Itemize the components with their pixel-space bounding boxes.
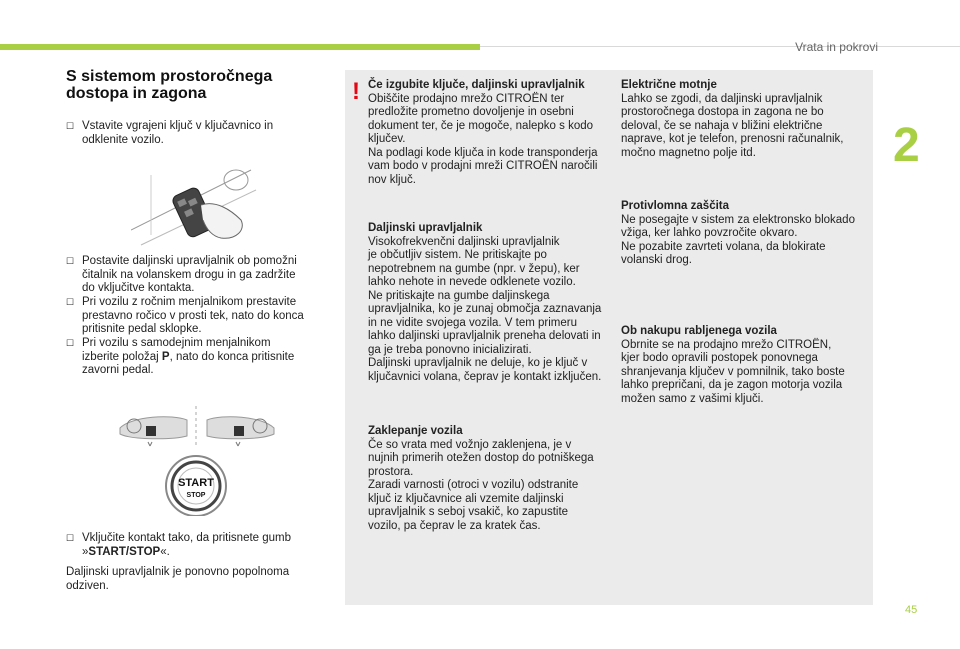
block-remote-control: Daljinski upravljalnik Visokofrekvenčni daljinski upravljalnik je občutljiv sistem. Ne pritiskajte po nepotrebnem na gumbe (npr. v žepu), ker lahko nehote in nevede odklenete vozilo. Ne pritiskajte na gumbe daljinskega upravljalnika, ko je zunaj območja zaznavanja in ne vidite svojega vozila. V tem primeru lahko daljinski upravljalnik preneha delovati in ga je treba ponovno inicializirati. Daljinski upravljalnik ne deluje, ko je ključ v ključavnici volana, čeprav je kontakt izključen. — [368, 222, 602, 383]
block-electrical-interference: Električne motnje Lahko se zgodi, da daljinski upravljalnik prostoročnega dostopa in zagona ne bo deloval, če se nahaja v bližini električne naprave, kot je telefon, prenosni računalnik, močno magnetno polje itd. — [621, 79, 844, 159]
bullet-automatic-gearbox: ☐ Pri vozilu s samodejnim menjalnikom izberite položaj P, nato do konca pritisnite zavorni pedal. — [66, 337, 295, 376]
chapter-number: 2 — [893, 119, 920, 172]
bullet-icon: ☐ — [66, 297, 75, 307]
steering-column-start-illustration — [112, 406, 292, 516]
bullet-icon: ☐ — [66, 338, 75, 348]
block-anti-theft: Protivlomna zaščita Ne posegajte v sistem za elektronsko blokado vžiga, ker lahko povzročite okvaro. Ne pozabite zavrteti volana, da blokirate volanski drog. — [621, 200, 855, 266]
remote-key-illustration — [131, 160, 261, 250]
bullet-reader: ☐ Postavite daljinski upravljalnik ob pomožni čitalnik na volanskem drogu in ga zadržite do vključitve kontakta. — [66, 255, 297, 294]
start-label: START — [178, 477, 214, 489]
page-heading: S sistemom prostoročnega dostopa in zagona — [66, 68, 273, 102]
header-rule — [480, 46, 960, 47]
final-note: Daljinski upravljalnik je ponovno popolnoma odziven. — [66, 566, 290, 592]
header-accent-bar — [0, 44, 480, 50]
warning-icon: ! — [352, 78, 360, 105]
block-used-vehicle: Ob nakupu rabljenega vozila Obrnite se na prodajno mrežo CITROËN, kjer bodo opravili postopek ponovnega shranjevanja ključev v pomnilnik, tako boste lahko prepričani, da je zagon motorja vozila možen samo z vašimi ključi. — [621, 325, 845, 405]
bullet-insert-key: ☐ Vstavite vgrajeni ključ v ključavnico in odklenite vozilo. — [66, 120, 274, 146]
bullet-icon: ☐ — [66, 533, 75, 543]
stop-label: STOP — [186, 492, 206, 499]
page-number: 45 — [905, 604, 918, 616]
block-lost-keys: Če izgubite ključe, daljinski upravljalnik Obiščite prodajno mrežo CITROËN ter predložite prometno dovoljenje in osebni dokument ter, če je mogoče, nalepko s kodo ključev. Na podlagi kode ključa in kode transponderja vam bodo v prodajni mreži CITROËN naročili nov ključ. — [368, 79, 598, 186]
bullet-icon: ☐ — [66, 121, 75, 131]
section-title: Vrata in pokrovi — [795, 40, 878, 54]
bullet-icon: ☐ — [66, 256, 75, 266]
bullet-start-stop: ☐ Vključite kontakt tako, da pritisnete gumb »START/STOP«. — [66, 532, 292, 558]
block-locking: Zaklepanje vozila Če so vrata med vožnjo zaklenjena, je v nujnih primerih otežen dostop do potniškega prostora. Zaradi varnosti (otroci v vozilu) odstranite ključ iz ključavnice ali vzemite daljinski upravljalnik s seboj vsakič, ko zapustite vozilo, pa čeprav le za kratek čas. — [368, 425, 594, 532]
bullet-manual-gearbox: ☐ Pri vozilu z ročnim menjalnikom prestavite prestavno ročico v prosti tek, nato do konca pritisnite pedal sklopke. — [66, 296, 304, 335]
